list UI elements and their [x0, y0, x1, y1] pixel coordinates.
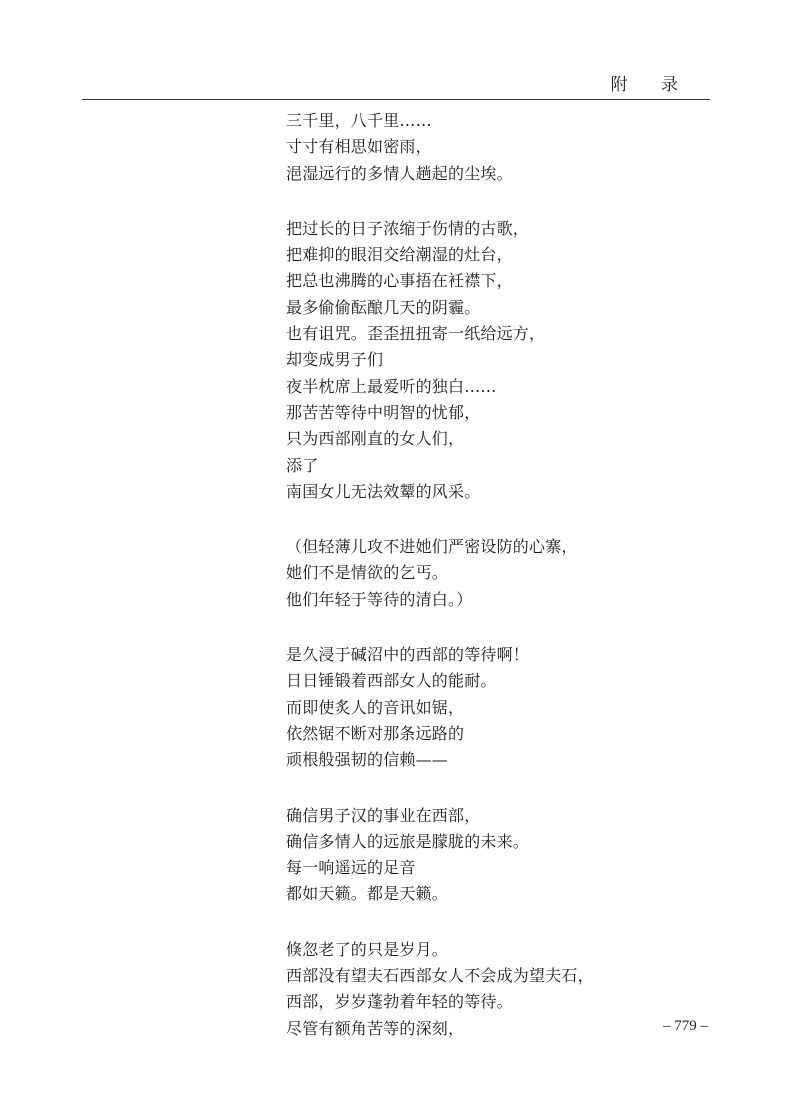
poem-line: 把难抑的眼泪交给潮湿的灶台，: [286, 245, 513, 265]
poem-line: 把总也沸腾的心事捂在衽襟下，: [286, 271, 513, 291]
poem-line: 而即使炙人的音讯如锯，: [286, 697, 465, 717]
poem-line: 倏忽老了的只是岁月。: [286, 939, 449, 959]
poem-line: 西部，岁岁蓬勃着年轻的等待。: [286, 992, 513, 1012]
poem-line: 确信男子汉的事业在西部，: [286, 805, 481, 825]
poem-line: 尽管有额角苦等的深刻，: [286, 1018, 465, 1038]
stanza: [286, 803, 726, 908]
stanza: [286, 534, 726, 613]
poem-line: 日日锤锻着西部女人的能耐。: [286, 671, 497, 691]
poem-line: 南国女儿无法效颦的风采。: [286, 481, 481, 501]
poem-line: 夜半枕席上最爱听的独白……: [286, 376, 497, 396]
poem-line: 是久浸于碱沼中的西部的等待啊！: [286, 645, 530, 665]
poem-line: 却变成男子们: [286, 350, 384, 370]
stanza: [286, 937, 726, 1042]
page-number: – 779 –: [663, 1018, 708, 1034]
poem-line: 那苦苦等待中明智的忧郁，: [286, 402, 481, 422]
poem-line: 她们不是情欲的乞丐。: [286, 563, 449, 583]
stanza: [286, 642, 726, 773]
poem-line: 最多偷偷酝酿几天的阴霾。: [286, 297, 481, 317]
poem-line: 寸寸有相思如密雨，: [286, 137, 432, 157]
poem-line: 三千里，八千里……: [286, 111, 432, 130]
poem-line: （但轻薄儿攻不进她们严密设防的心寨，: [286, 537, 578, 557]
running-header: 附 录: [610, 75, 692, 95]
poem-line: 顽根般强韧的信赖——: [286, 750, 449, 770]
poem: [286, 108, 726, 1071]
poem-line: 都如天籁。都是天籁。: [286, 884, 449, 904]
poem-line: 他们年轻于等待的清白。）: [286, 589, 473, 609]
poem-line: 每一响遥远的足音: [286, 858, 416, 878]
stanza: [286, 216, 726, 505]
poem-line: 浥湿远行的多情人趟起的尘埃。: [286, 163, 513, 183]
poem-line: 也有诅咒。歪歪扭扭寄一纸给远方，: [286, 324, 546, 344]
stanza: [286, 108, 726, 187]
poem-line: 西部没有望夫石西部女人不会成为望夫石，: [286, 966, 594, 986]
poem-line: 确信多情人的远旅是朦胧的未来。: [286, 831, 530, 851]
poem-line: 只为西部刚直的女人们，: [286, 429, 465, 449]
poem-line: 把过长的日子浓缩于伤情的古歌，: [286, 218, 530, 238]
header-rule: [82, 99, 710, 100]
poem-line: 添了: [286, 455, 319, 475]
poem-line: 依然锯不断对那条远路的: [286, 723, 465, 743]
